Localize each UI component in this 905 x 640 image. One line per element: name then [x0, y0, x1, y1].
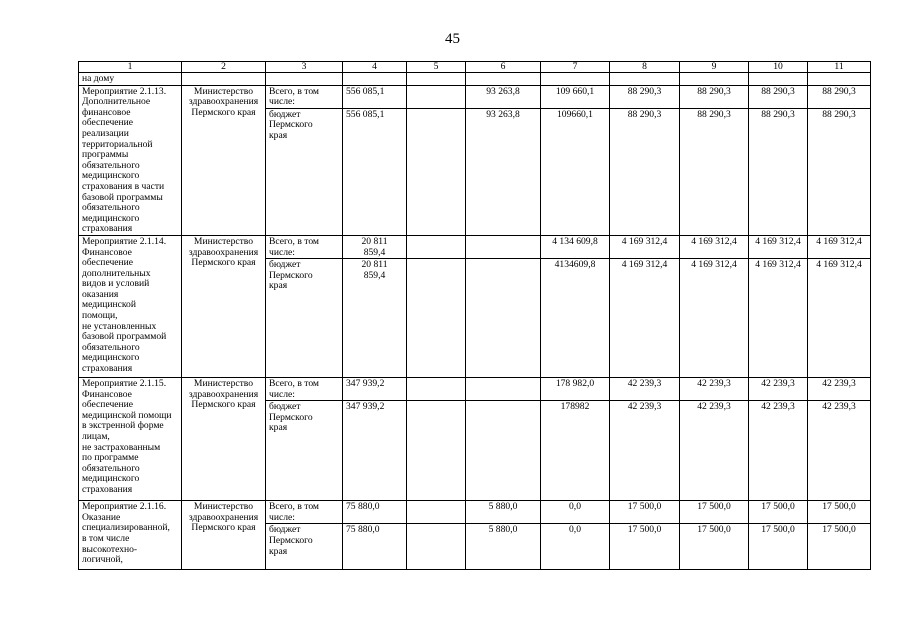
value-cell: 4 169 312,4	[808, 259, 871, 378]
value-cell: 4 169 312,4	[749, 259, 808, 378]
value-cell: 0,0	[541, 501, 610, 524]
value-cell: 20 811 859,4	[343, 259, 407, 378]
value-cell: 5 880,0	[466, 501, 541, 524]
value-cell: 88 290,3	[749, 108, 808, 235]
executor-cell: Министерство здравоохранения Пермского края	[182, 235, 266, 377]
value-cell: 17 500,0	[680, 524, 749, 570]
value-cell: 42 239,3	[749, 401, 808, 501]
measure-cell: Мероприятие 2.1.16. Оказание специализированной, в том числе высокотехно- логичной,	[79, 501, 182, 570]
value-cell: 42 239,3	[610, 401, 680, 501]
value-cell: 75 880,0	[343, 524, 407, 570]
column-header: 7	[541, 62, 610, 73]
column-header: 4	[343, 62, 407, 73]
value-cell	[466, 235, 541, 258]
column-header: 5	[407, 62, 466, 73]
value-cell: 93 263,8	[466, 85, 541, 108]
measure-cell: Мероприятие 2.1.13. Дополнительное финансовое обеспечение реализации территориальной программы обязательного медицинского страхования в части базовой программы обязательного медицинского страхования	[79, 85, 182, 235]
column-header: 8	[610, 62, 680, 73]
table-row	[79, 501, 871, 524]
value-cell	[466, 259, 541, 378]
value-cell	[407, 401, 466, 501]
value-cell: 88 290,3	[610, 85, 680, 108]
executor-cell: Министерство здравоохранения Пермского края	[182, 501, 266, 570]
column-header: 9	[680, 62, 749, 73]
source-cell: Всего, в том числе:	[266, 378, 343, 401]
value-cell: 178 982,0	[541, 378, 610, 401]
value-cell: 4 169 312,4	[610, 235, 680, 258]
value-cell	[407, 235, 466, 258]
value-cell: 42 239,3	[808, 378, 871, 401]
source-cell: бюджет Пермского края	[266, 401, 343, 501]
value-cell: 17 500,0	[610, 501, 680, 524]
value-cell: 17 500,0	[680, 501, 749, 524]
value-cell: 4 169 312,4	[808, 235, 871, 258]
value-cell	[407, 501, 466, 524]
value-cell: 42 239,3	[749, 378, 808, 401]
value-cell: 4134609,8	[541, 259, 610, 378]
value-cell: 347 939,2	[343, 378, 407, 401]
value-cell: 20 811 859,4	[343, 235, 407, 258]
budget-table	[78, 61, 871, 570]
value-cell	[407, 524, 466, 570]
value-cell: 109660,1	[541, 108, 610, 235]
source-cell: бюджет Пермского края	[266, 108, 343, 235]
column-header: 2	[182, 62, 266, 73]
executor-cell: Министерство здравоохранения Пермского края	[182, 85, 266, 235]
value-cell: 93 263,8	[466, 108, 541, 235]
value-cell: 42 239,3	[680, 378, 749, 401]
measure-cell: Мероприятие 2.1.14. Финансовое обеспечение дополнительных видов и условий оказания медицинской помощи, не установленных базовой программой обязательного медицинского страхования	[79, 235, 182, 377]
value-cell: 17 500,0	[808, 501, 871, 524]
value-cell	[407, 259, 466, 378]
value-cell	[407, 378, 466, 401]
value-cell: 88 290,3	[808, 85, 871, 108]
continuation-row	[79, 73, 871, 86]
value-cell: 178982	[541, 401, 610, 501]
value-cell: 17 500,0	[808, 524, 871, 570]
value-cell: 88 290,3	[680, 85, 749, 108]
source-cell: бюджет Пермского края	[266, 259, 343, 378]
value-cell	[466, 401, 541, 501]
table-row	[79, 85, 871, 108]
value-cell: 88 290,3	[610, 108, 680, 235]
value-cell: 5 880,0	[466, 524, 541, 570]
table-row	[79, 235, 871, 258]
executor-cell: Министерство здравоохранения Пермского края	[182, 378, 266, 501]
value-cell: 88 290,3	[749, 85, 808, 108]
value-cell: 0,0	[541, 524, 610, 570]
value-cell: 556 085,1	[343, 108, 407, 235]
value-cell	[466, 378, 541, 401]
value-cell: 17 500,0	[610, 524, 680, 570]
value-cell: 88 290,3	[808, 108, 871, 235]
source-cell: Всего, в том числе:	[266, 501, 343, 524]
measure-cell: Мероприятие 2.1.15. Финансовое обеспечение медицинской помощи в экстренной форме лицам, не застрахованным по программе обязательного медицинского страхования	[79, 378, 182, 501]
value-cell: 4 169 312,4	[680, 235, 749, 258]
page-number: 45	[445, 31, 460, 47]
value-cell: 88 290,3	[680, 108, 749, 235]
source-cell: бюджет Пермского края	[266, 524, 343, 570]
column-header: 6	[466, 62, 541, 73]
value-cell: 4 169 312,4	[680, 259, 749, 378]
value-cell: 4 134 609,8	[541, 235, 610, 258]
value-cell	[407, 85, 466, 108]
value-cell: 556 085,1	[343, 85, 407, 108]
continuation-text: на дому	[79, 73, 182, 86]
source-cell: Всего, в том числе:	[266, 235, 343, 258]
value-cell	[407, 108, 466, 235]
value-cell: 347 939,2	[343, 401, 407, 501]
column-header: 10	[749, 62, 808, 73]
value-cell: 17 500,0	[749, 524, 808, 570]
value-cell: 75 880,0	[343, 501, 407, 524]
value-cell: 17 500,0	[749, 501, 808, 524]
value-cell: 4 169 312,4	[610, 259, 680, 378]
table-row	[79, 378, 871, 401]
value-cell: 42 239,3	[680, 401, 749, 501]
column-header: 3	[266, 62, 343, 73]
column-header: 11	[808, 62, 871, 73]
value-cell: 109 660,1	[541, 85, 610, 108]
value-cell: 42 239,3	[610, 378, 680, 401]
column-header: 1	[79, 62, 182, 73]
value-cell: 42 239,3	[808, 401, 871, 501]
source-cell: Всего, в том числе:	[266, 85, 343, 108]
column-header-row	[79, 62, 871, 73]
value-cell: 4 169 312,4	[749, 235, 808, 258]
